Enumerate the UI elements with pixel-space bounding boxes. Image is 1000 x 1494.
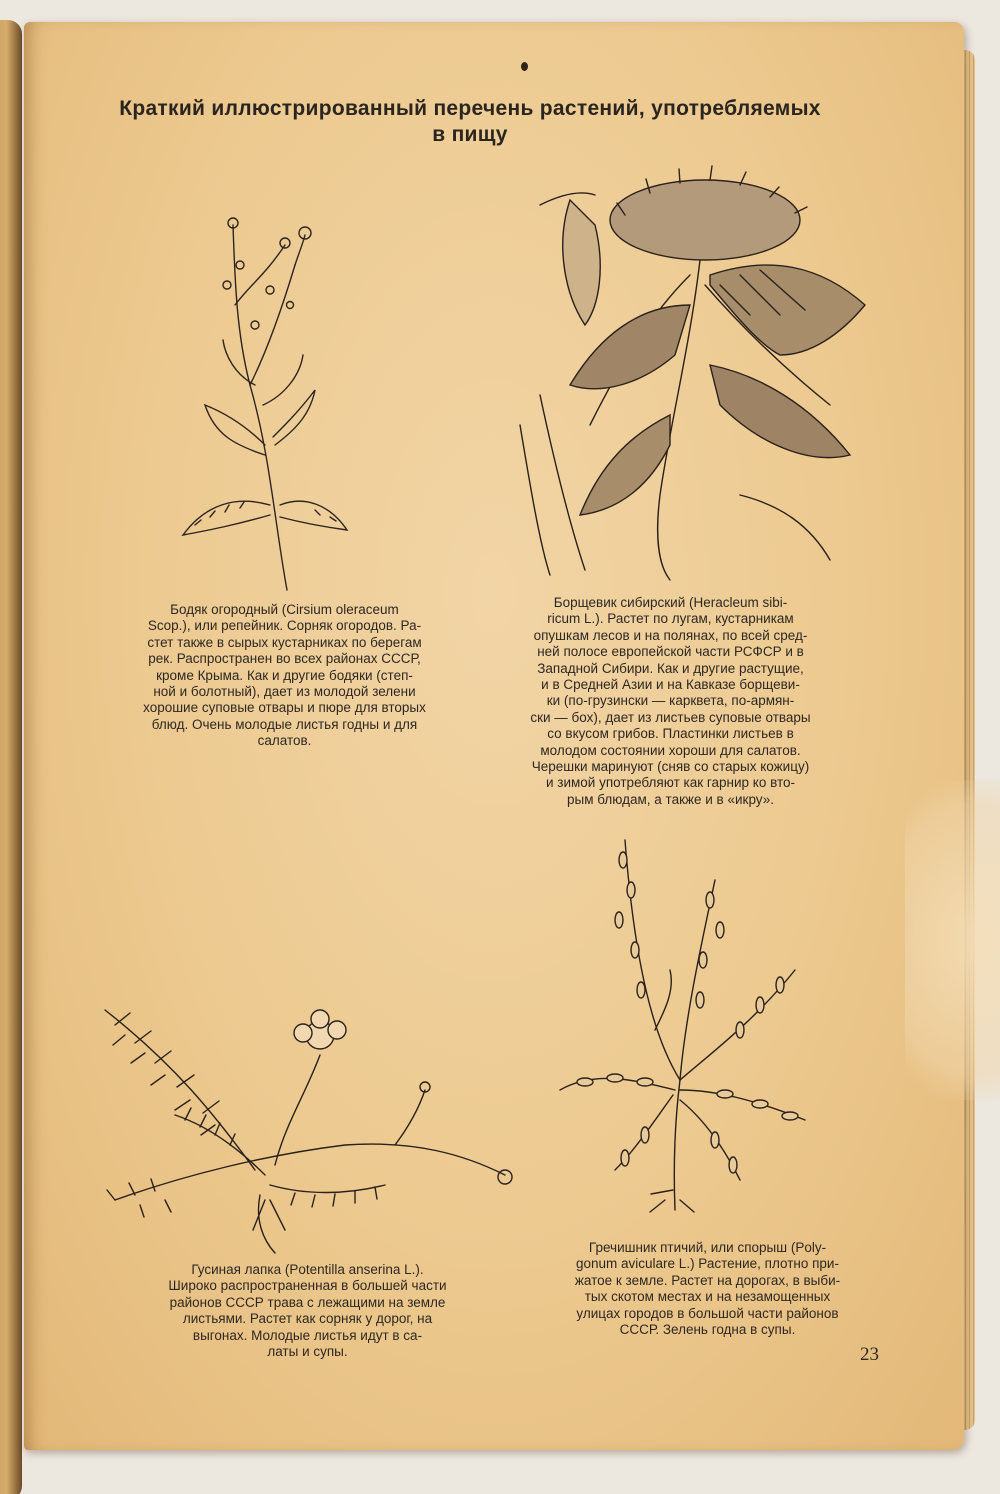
caption-line: Широко распространенная в большей части bbox=[168, 1278, 447, 1294]
caption-line: районов СССР трава с лежащими на земле bbox=[169, 1294, 446, 1310]
caption-line: блюд. Очень молодые листья годны и для bbox=[151, 716, 418, 732]
thistle-caption bbox=[112, 602, 457, 750]
caption-line: со вкусом грибов. Пластинки листьев в bbox=[547, 726, 794, 742]
thistle-illustration bbox=[175, 205, 355, 595]
page-title-line-2: в пищу bbox=[432, 123, 508, 146]
knotweed-caption bbox=[520, 1240, 895, 1338]
hogweed-illustration bbox=[510, 165, 885, 585]
caption-line: хорошие суповые отвары и пюре для вторых bbox=[143, 700, 426, 716]
caption-line: латы и супы. bbox=[267, 1344, 348, 1360]
caption-line: листьями. Растет как сорняк у дорог, на bbox=[182, 1311, 433, 1327]
caption-line: ки (по-грузински — карквета, по-армян- bbox=[546, 693, 795, 709]
knotweed-illustration bbox=[555, 820, 810, 1215]
caption-line: ски — бох), дает из листьев суповые отвары bbox=[530, 709, 811, 725]
caption-line: Гусиная лапка (Potentilla anserina L.). bbox=[191, 1262, 424, 1277]
caption-line: и в Средней Азии и на Кавказе борщеви- bbox=[541, 677, 800, 693]
caption-line: Западной Сибири. Как и другие растущие, bbox=[537, 660, 804, 676]
caption-line: ной и болотный), дает из молодой зелени bbox=[153, 684, 416, 700]
caption-line: ricum L.). Растет по лугам, кустарникам bbox=[547, 611, 794, 627]
silverweed-illustration bbox=[95, 995, 520, 1255]
caption-line: Бодяк огородный (Cirsium oleraceum bbox=[170, 602, 399, 617]
caption-line: салатов. bbox=[257, 733, 312, 749]
page-number: 23 bbox=[860, 1344, 879, 1365]
page-title bbox=[60, 96, 880, 148]
caption-line: СССР. Зелень годна в супы. bbox=[619, 1322, 796, 1338]
caption-line: gonum aviculare L.) Растение, плотно при- bbox=[576, 1256, 839, 1272]
caption-line: Черешки маринуют (сняв со старых кожицу) bbox=[531, 759, 810, 775]
caption-line: ней полосе европейской части РСФСР и в bbox=[537, 644, 804, 660]
caption-line: жатое к земле. Растет на дорогах, в выби- bbox=[574, 1272, 841, 1288]
caption-line: тых скотом местах и на незамощенных bbox=[584, 1289, 831, 1305]
previous-page-edge bbox=[0, 20, 22, 1494]
caption-line: и зимой употребляют как гарнир ко вто- bbox=[546, 775, 795, 791]
caption-line: Гречишник птичий, или спорыш (Poly- bbox=[588, 1240, 827, 1255]
silverweed-caption bbox=[135, 1262, 480, 1360]
hogweed-caption bbox=[498, 595, 843, 808]
caption-line: Борщевик сибирский (Heracleum sibi- bbox=[553, 595, 788, 610]
page-title-line-1: Краткий иллюстрированный перечень растений, употребляемых bbox=[119, 97, 821, 120]
water-stain bbox=[905, 780, 1000, 1100]
caption-line: стет также в сырых кустарниках по берегам bbox=[147, 634, 422, 650]
ink-dot bbox=[521, 62, 528, 71]
caption-line: рек. Распространен во всех районах СССР, bbox=[148, 651, 421, 667]
caption-line: молодом состоянии хороши для салатов. bbox=[540, 742, 801, 758]
caption-line: выгонах. Молодые листья идут в са- bbox=[192, 1327, 423, 1343]
caption-line: кроме Крыма. Как и другие бодяки (степ- bbox=[156, 667, 413, 683]
caption-line: опушкам лесов и на полянах, по всей сред- bbox=[533, 627, 808, 643]
caption-line: улицах городов в большой части районов bbox=[576, 1305, 839, 1321]
caption-line: рым блюдам, а также и в «икру». bbox=[567, 791, 774, 807]
caption-line: Scop.), или репейник. Сорняк огородов. Ра- bbox=[147, 618, 422, 634]
